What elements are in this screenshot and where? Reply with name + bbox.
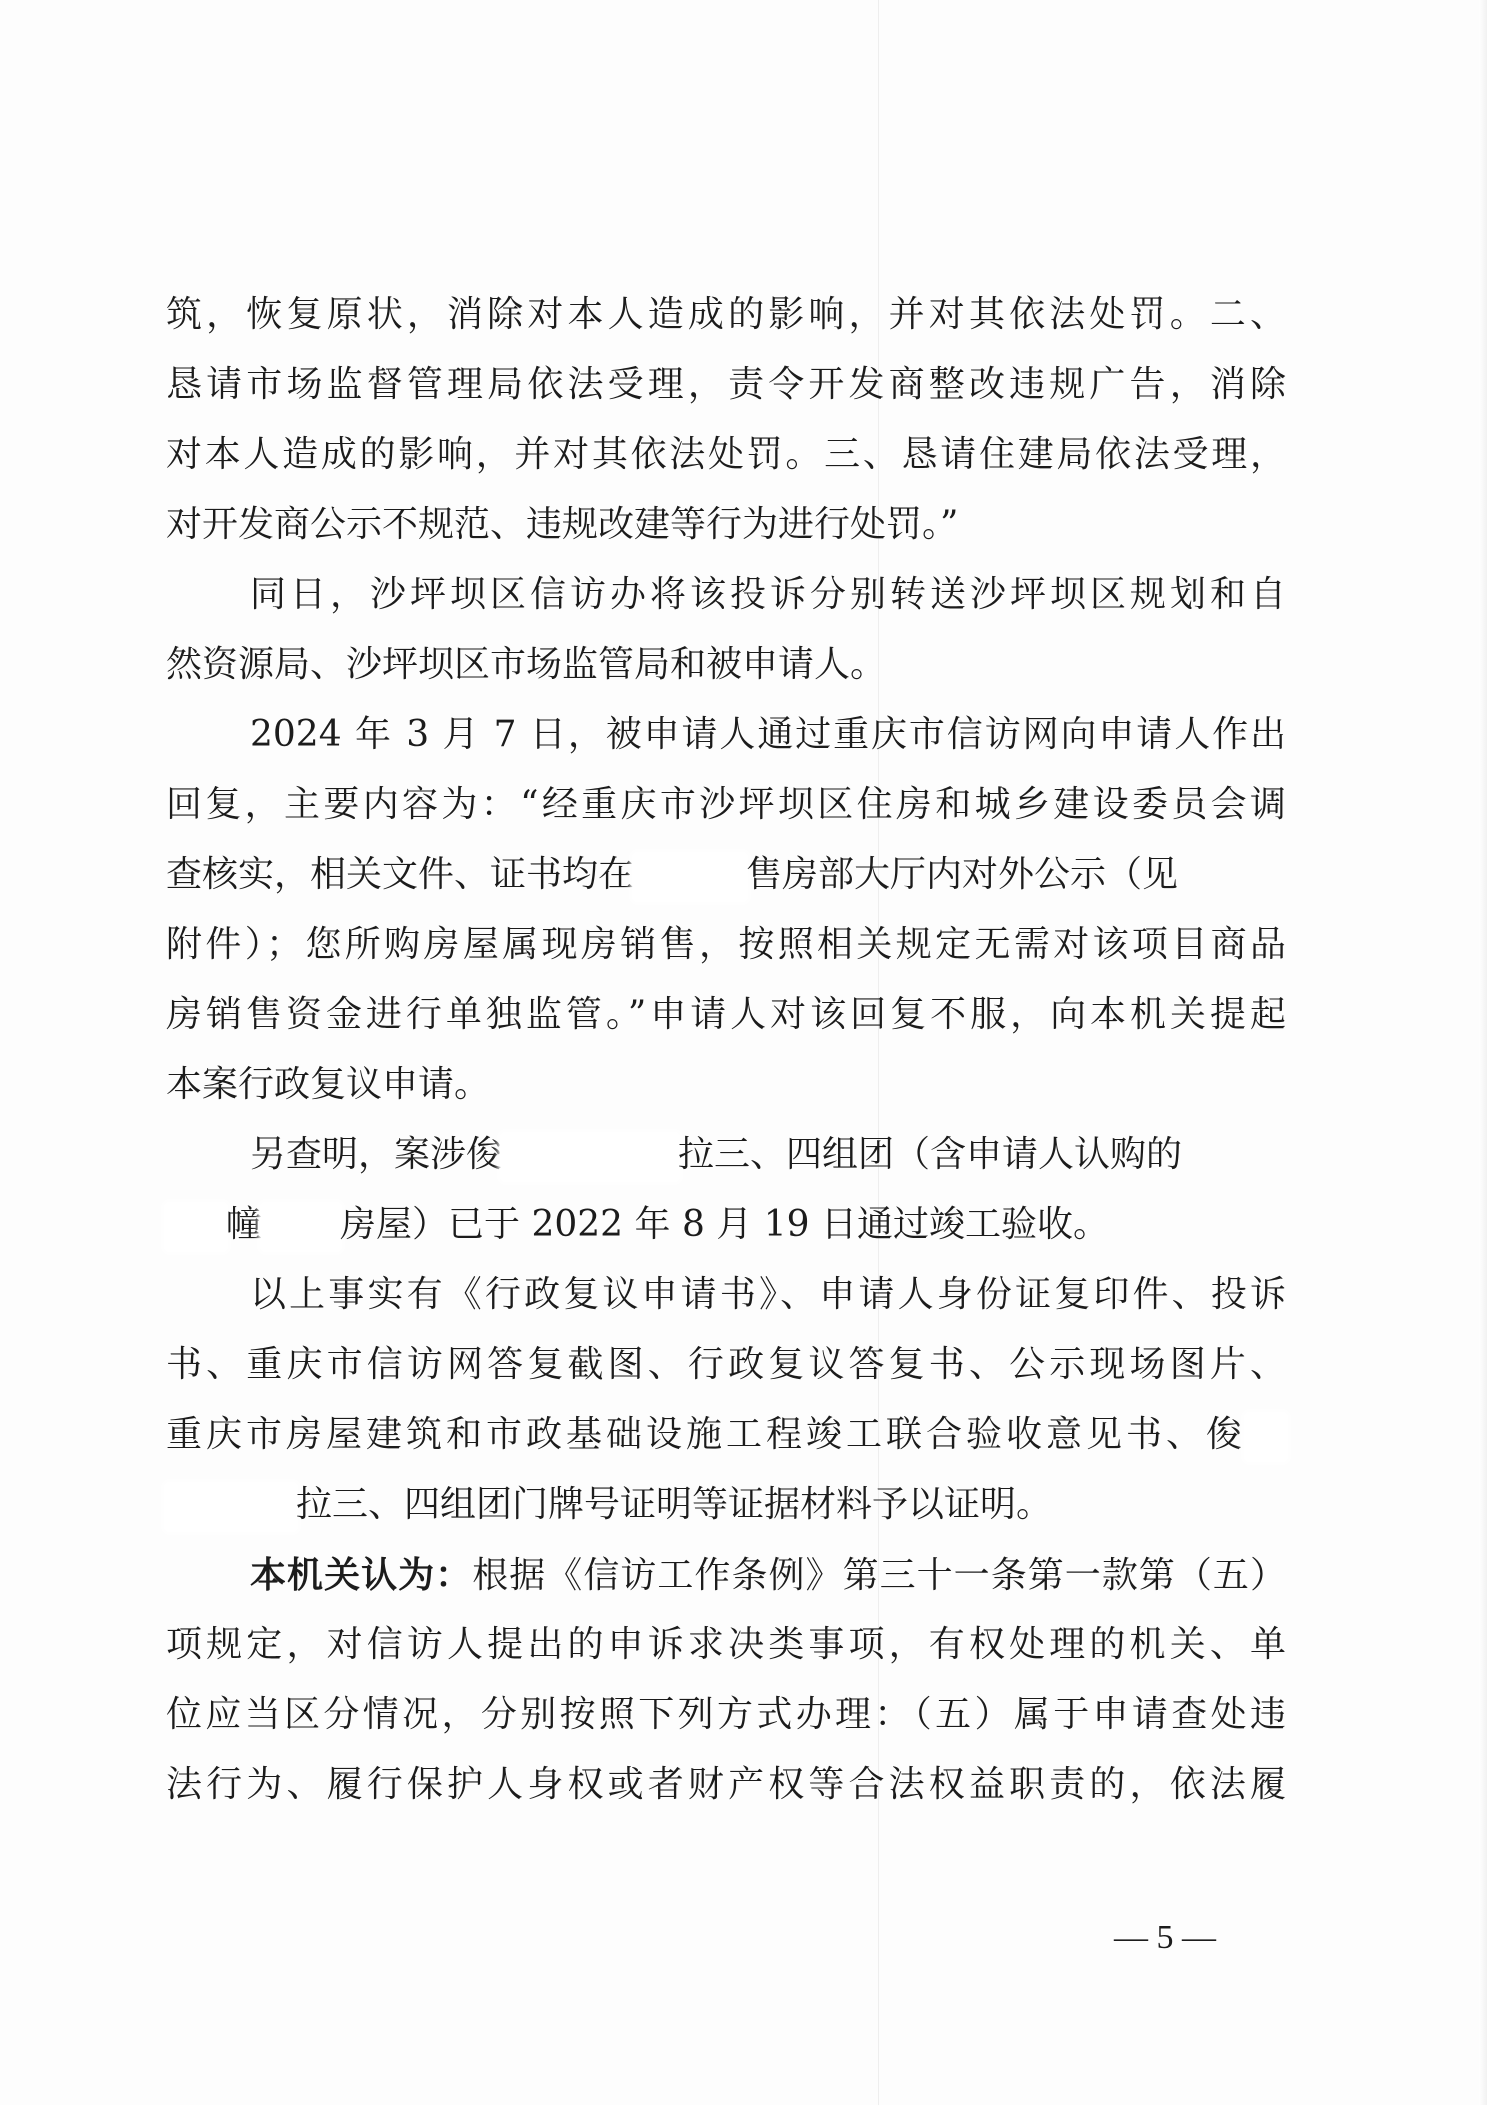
text-line-with-redaction xyxy=(166,1400,1286,1470)
text-segment: 另查明，案涉俊 xyxy=(250,1134,503,1175)
redaction-mark xyxy=(634,854,746,900)
text-line: 附件）；您所购房屋属现房销售，按照相关规定无需对该项目商品 xyxy=(166,924,1286,965)
bold-lead-text: 本机关认为： xyxy=(250,1554,473,1596)
page-edge-shadow xyxy=(1479,0,1487,2105)
text-line: 项规定，对信访人提出的申诉求决类事项，有权处理的机关、单 xyxy=(166,1624,1286,1665)
text-line: 本案行政复议申请。 xyxy=(166,1064,491,1105)
paragraph-start-line: 2024 年 3 月 7 日，被申请人通过重庆市信访网向申请人作出 xyxy=(250,714,1286,755)
text-segment: 幢 xyxy=(226,1204,263,1245)
text-line: 书、重庆市信访网答复截图、行政复议答复书、公示现场图片、 xyxy=(166,1344,1286,1385)
text-line-with-redaction xyxy=(166,840,1286,910)
text-line-with-redaction xyxy=(166,1470,1286,1540)
text-line: 房销售资金进行单独监管。”申请人对该回复不服，向本机关提起 xyxy=(166,994,1286,1035)
redaction-mark xyxy=(166,1204,226,1250)
text-line: 对开发商公示不规范、违规改建等行为进行处罚。” xyxy=(166,504,959,545)
text-line: 然资源局、沙坪坝区市场监管局和被申请人。 xyxy=(166,644,887,685)
text-line: 回复，主要内容为：“经重庆市沙坪坝区住房和城乡建设委员会调 xyxy=(166,784,1286,825)
paragraph-start-line-with-redaction xyxy=(166,1120,1286,1190)
document-body xyxy=(166,280,1286,1820)
redaction-mark xyxy=(1246,1414,1286,1460)
text-line: 恳请市场监督管理局依法受理，责令开发商整改违规广告，消除 xyxy=(166,364,1286,405)
text-line-with-redaction xyxy=(166,1190,1286,1260)
redaction-mark xyxy=(262,1204,340,1250)
page-number: — 5 — xyxy=(1114,1919,1216,1956)
text-line: 对本人造成的影响，并对其依法处罚。三、恳请住建局依法受理， xyxy=(166,434,1286,475)
text-line: 位应当区分情况，分别按照下列方式办理：（五）属于申请查处违 xyxy=(166,1694,1286,1735)
text-segment: 房屋）已于 2022 年 8 月 19 日通过竣工验收。 xyxy=(340,1204,1110,1245)
text-line: 法行为、履行保护人身权或者财产权等合法权益职责的，依法履 xyxy=(166,1764,1286,1805)
text-segment: 根据《信访工作条例》第三十一条第一款第（五） xyxy=(472,1555,1286,1596)
text-line: 筑，恢复原状，消除对本人造成的影响，并对其依法处罚。二、 xyxy=(166,294,1286,335)
text-segment: 拉三、四组团（含申请人认购的 xyxy=(678,1134,1183,1175)
paragraph-start-line: 同日，沙坪坝区信访办将该投诉分别转送沙坪坝区规划和自 xyxy=(250,574,1286,615)
text-segment: 拉三、四组团门牌号证明等证据材料予以证明。 xyxy=(296,1484,1053,1525)
paragraph-start-line: 以上事实有《行政复议申请书》、申请人身份证复印件、投诉 xyxy=(250,1274,1286,1315)
redaction-mark xyxy=(502,1134,678,1180)
redaction-mark xyxy=(166,1484,296,1530)
text-segment: 查核实，相关文件、证书均在 xyxy=(166,854,635,895)
text-segment: 售房部大厅内对外公示（见 xyxy=(746,854,1179,895)
text-segment: 重庆市房屋建筑和市政基础设施工程竣工联合验收意见书、俊 xyxy=(166,1414,1246,1455)
paragraph-start-line xyxy=(166,1540,1286,1610)
